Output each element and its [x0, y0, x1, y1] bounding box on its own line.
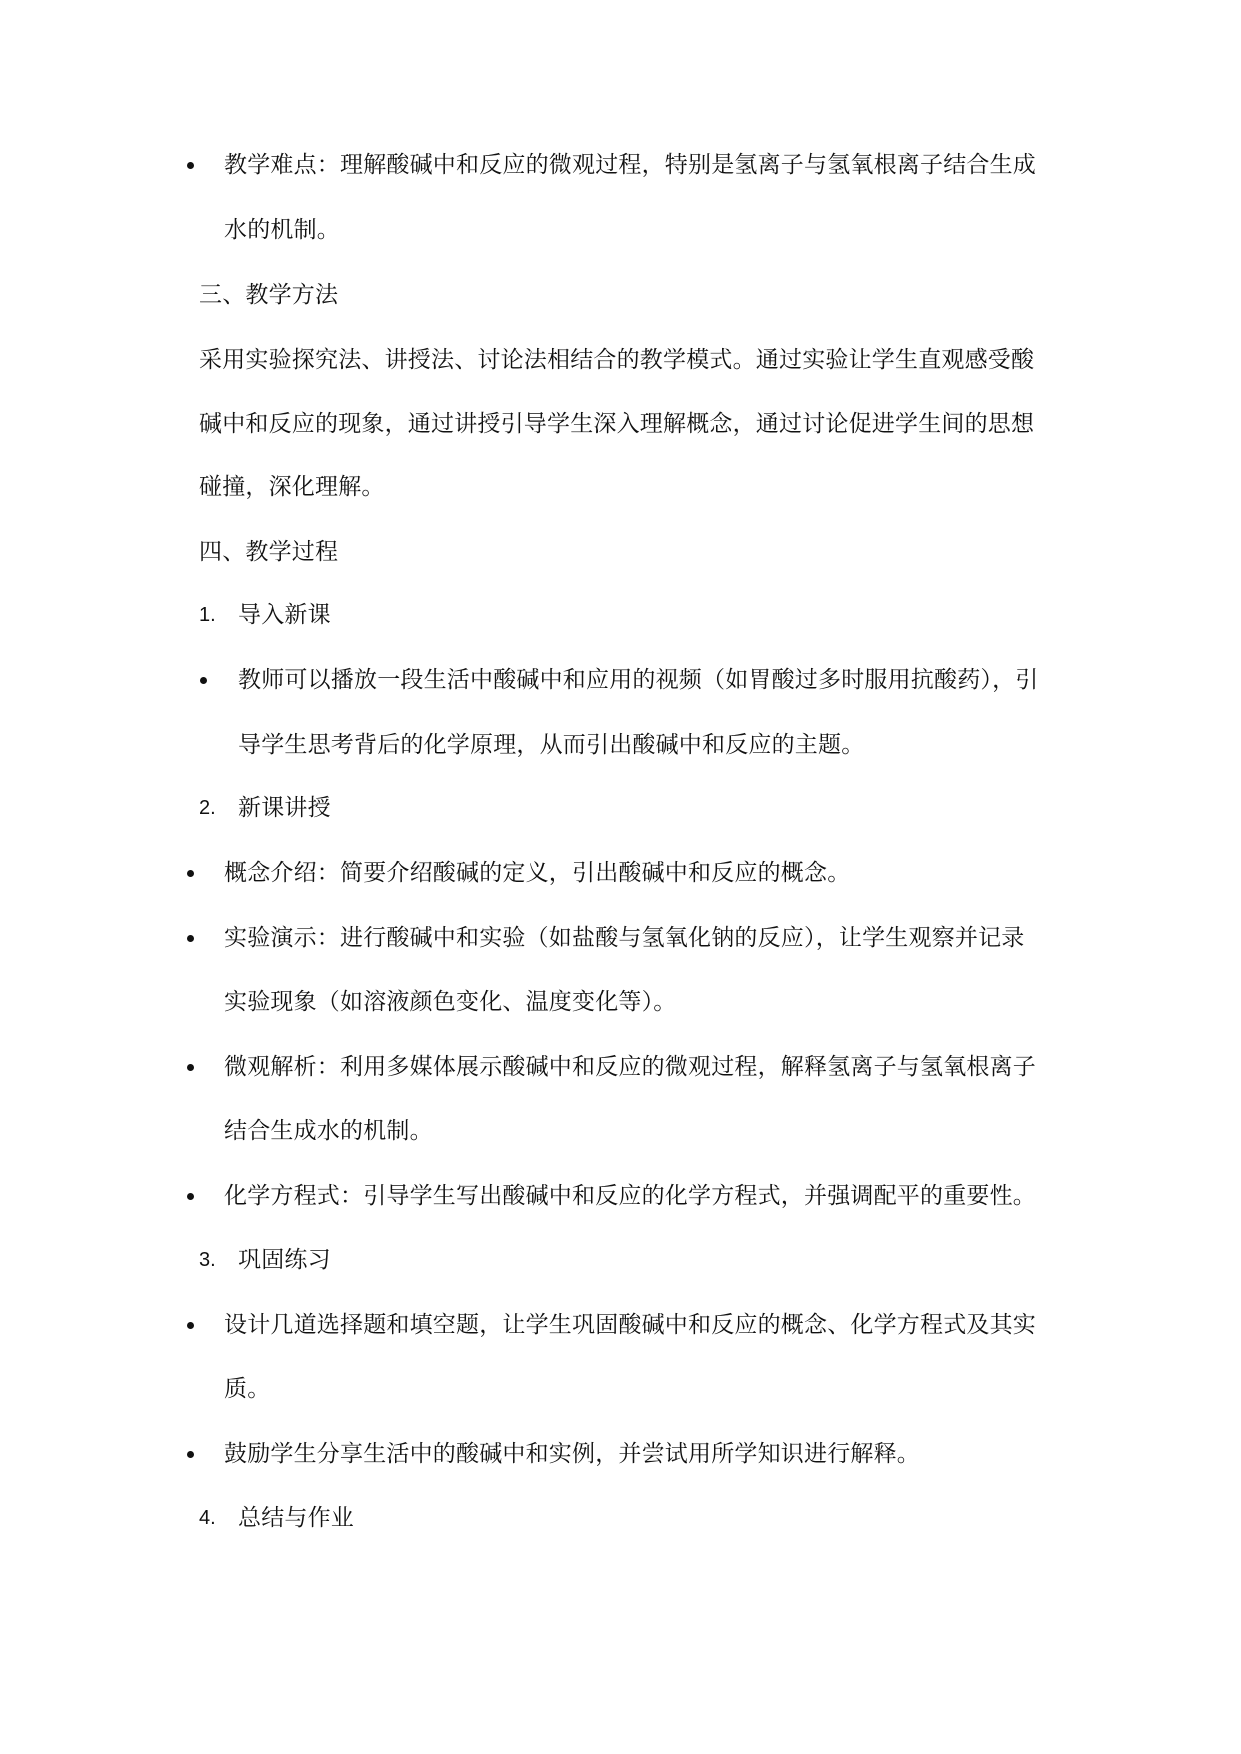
- introduction-item-line-2: 导学生思考背后的化学原理，从而引出酸碱中和反应的主题。: [238, 732, 865, 758]
- teaching-methods-paragraph-line-2: 碱中和反应的现象，通过讲授引导学生深入理解概念，通过讨论促进学生间的思想: [199, 411, 1035, 437]
- list-number-4: 4.: [199, 1507, 216, 1529]
- practice-item-1-line-1: 设计几道选择题和填空题，让学生巩固酸碱中和反应的概念、化学方程式及其实: [224, 1312, 1036, 1338]
- new-lesson-concept-line: 概念介绍：简要介绍酸碱的定义，引出酸碱中和反应的概念。: [224, 860, 851, 886]
- new-lesson-equation-line: 化学方程式：引导学生写出酸碱中和反应的化学方程式，并强调配平的重要性。: [224, 1183, 1036, 1209]
- bullet-dot: [187, 1064, 194, 1071]
- new-lesson-micro-analysis-line-2: 结合生成水的机制。: [224, 1118, 433, 1144]
- subsection-heading-new-lesson: 新课讲授: [238, 795, 331, 821]
- new-lesson-experiment-line-2: 实验现象（如溶液颜色变化、温度变化等）。: [224, 989, 677, 1015]
- bullet-dot: [187, 1451, 194, 1458]
- practice-item-2-line: 鼓励学生分享生活中的酸碱中和实例，并尝试用所学知识进行解释。: [224, 1441, 920, 1467]
- list-number-1: 1.: [199, 604, 216, 626]
- bullet-dot: [187, 1322, 194, 1329]
- teaching-difficulty-line-2: 水的机制。: [224, 217, 340, 243]
- subsection-heading-practice: 巩固练习: [238, 1247, 331, 1273]
- subsection-heading-introduction: 导入新课: [238, 602, 331, 628]
- teaching-methods-paragraph-line-3: 碰撞，深化理解。: [199, 474, 385, 500]
- list-number-3: 3.: [199, 1249, 216, 1271]
- new-lesson-experiment-line-1: 实验演示：进行酸碱中和实验（如盐酸与氢氧化钠的反应），让学生观察并记录: [224, 925, 1025, 951]
- new-lesson-micro-analysis-line-1: 微观解析：利用多媒体展示酸碱中和反应的微观过程，解释氢离子与氢氧根离子: [224, 1054, 1036, 1080]
- teaching-methods-paragraph-line-1: 采用实验探究法、讲授法、讨论法相结合的教学模式。通过实验让学生直观感受酸: [199, 347, 1035, 373]
- bullet-dot: [187, 1193, 194, 1200]
- bullet-dot: [187, 935, 194, 942]
- section-heading-teaching-process: 四、教学过程: [199, 539, 339, 565]
- introduction-item-line-1: 教师可以播放一段生活中酸碱中和应用的视频（如胃酸过多时服用抗酸药），引: [238, 667, 1039, 693]
- bullet-dot: [187, 870, 194, 877]
- list-number-2: 2.: [199, 797, 216, 819]
- practice-item-1-line-2: 质。: [224, 1376, 271, 1402]
- bullet-dot: [187, 162, 194, 169]
- bullet-dot: [200, 677, 207, 684]
- section-heading-teaching-methods: 三、教学方法: [199, 282, 339, 308]
- teaching-difficulty-line-1: 教学难点：理解酸碱中和反应的微观过程，特别是氢离子与氢氧根离子结合生成: [224, 152, 1036, 178]
- subsection-heading-summary-homework: 总结与作业: [238, 1505, 354, 1531]
